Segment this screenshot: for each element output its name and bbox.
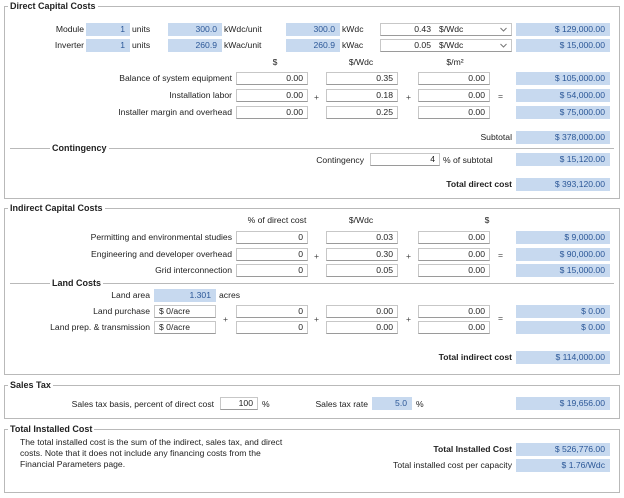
- plus-operator: +: [406, 92, 412, 102]
- bos-per-m2-field[interactable]: 0.00: [418, 72, 490, 85]
- subtotal-value: $ 378,000.00: [516, 131, 610, 144]
- contingency-label: Contingency: [316, 155, 364, 165]
- contingency-field[interactable]: 4: [370, 153, 440, 166]
- land-purchase-total: $ 0.00: [516, 305, 610, 318]
- permitting-label: Permitting and environmental studies: [90, 232, 232, 242]
- land-area-unit: acres: [219, 290, 241, 300]
- land-area-field[interactable]: 1.301: [154, 289, 216, 302]
- bos-dollars-field[interactable]: 0.00: [236, 72, 308, 85]
- land-purchase-dollars-field[interactable]: 0.00: [418, 305, 490, 318]
- module-rate-field[interactable]: 300.0: [168, 23, 222, 36]
- col-header-dollars-indirect: $: [484, 215, 490, 225]
- engineering-per-wdc-field[interactable]: 0.30: [326, 248, 398, 261]
- sales-tax-rate-unit: %: [416, 399, 424, 409]
- indirect-capital-costs-title: Indirect Capital Costs: [10, 203, 103, 213]
- land-purchase-per-acre-field[interactable]: $ 0/acre: [154, 305, 216, 318]
- engineering-label: Engineering and developer overhead: [91, 249, 232, 259]
- module-capacity-field[interactable]: 300.0: [286, 23, 340, 36]
- module-price-unit: $/Wdc: [439, 24, 464, 34]
- engineering-pct-field[interactable]: 0: [236, 248, 308, 261]
- grid-dollars-field[interactable]: 0.00: [418, 264, 490, 277]
- contingency-total: $ 15,120.00: [516, 153, 610, 166]
- contingency-group-title: Contingency: [52, 143, 107, 153]
- chevron-down-icon: [499, 25, 508, 34]
- sales-tax-title: Sales Tax: [10, 380, 51, 390]
- module-qty-unit: units: [132, 24, 151, 34]
- grid-pct-field[interactable]: 0: [236, 264, 308, 277]
- inverter-qty-unit: units: [132, 40, 151, 50]
- permitting-dollars-field[interactable]: 0.00: [418, 231, 490, 244]
- land-area-label: Land area: [111, 290, 150, 300]
- margin-per-m2-field[interactable]: 0.00: [418, 106, 490, 119]
- plus-operator: +: [314, 251, 320, 261]
- engineering-dollars-field[interactable]: 0.00: [418, 248, 490, 261]
- land-prep-per-acre-field[interactable]: $ 0/acre: [154, 321, 216, 334]
- bos-label: Balance of system equipment: [119, 73, 232, 83]
- sales-tax-basis-unit: %: [262, 399, 270, 409]
- plus-operator: +: [406, 314, 412, 324]
- cost-per-capacity-label: Total installed cost per capacity: [393, 460, 512, 470]
- inverter-total: $ 15,000.00: [516, 39, 610, 52]
- margin-label: Installer margin and overhead: [118, 107, 232, 117]
- module-rate-unit: kWdc/unit: [224, 24, 262, 34]
- total-installed-cost-value: $ 526,776.00: [516, 443, 610, 456]
- land-prep-label: Land prep. & transmission: [50, 322, 150, 332]
- total-direct-label: Total direct cost: [446, 179, 512, 189]
- permitting-total: $ 9,000.00: [516, 231, 610, 244]
- land-prep-dollars-field[interactable]: 0.00: [418, 321, 490, 334]
- cost-per-capacity-value: $ 1.76/Wdc: [516, 459, 610, 472]
- inverter-label: Inverter: [54, 40, 84, 50]
- total-installed-cost-label: Total Installed Cost: [433, 444, 512, 454]
- module-price-select[interactable]: [380, 23, 512, 36]
- land-prep-total: $ 0.00: [516, 321, 610, 334]
- total-installed-cost-title: Total Installed Cost: [10, 424, 93, 434]
- sales-tax-basis-label: Sales tax basis, percent of direct cost: [71, 399, 214, 409]
- land-purchase-pct-field[interactable]: 0: [236, 305, 308, 318]
- module-price-value: 0.43: [414, 24, 431, 34]
- chevron-down-icon: [499, 41, 508, 50]
- land-prep-pct-field[interactable]: 0: [236, 321, 308, 334]
- module-total: $ 129,000.00: [516, 23, 610, 36]
- inverter-price-unit: $/Wdc: [439, 40, 464, 50]
- inverter-price-value: 0.05: [414, 40, 431, 50]
- col-header-per-wdc: $/Wdc: [348, 57, 374, 67]
- col-header-per-m2: $/m²: [446, 57, 464, 67]
- contingency-unit: % of subtotal: [443, 155, 493, 165]
- grid-total: $ 15,000.00: [516, 264, 610, 277]
- module-capacity-unit: kWdc: [342, 24, 364, 34]
- grid-per-wdc-field[interactable]: 0.05: [326, 264, 398, 277]
- inverter-price-select[interactable]: [380, 39, 512, 52]
- plus-operator: +: [223, 314, 229, 324]
- sales-tax-total: $ 19,656.00: [516, 397, 610, 410]
- plus-operator: +: [406, 251, 412, 261]
- total-indirect-value: $ 114,000.00: [516, 351, 610, 364]
- total-indirect-label: Total indirect cost: [438, 352, 512, 362]
- labor-dollars-field[interactable]: 0.00: [236, 89, 308, 102]
- col-header-per-wdc-indirect: $/Wdc: [348, 215, 374, 225]
- installed-cost-note-line-2: costs. Note that it does not include any financing costs from the: [20, 448, 261, 458]
- labor-per-wdc-field[interactable]: 0.18: [326, 89, 398, 102]
- equals-operator: =: [498, 250, 504, 260]
- total-direct-value: $ 393,120.00: [516, 178, 610, 191]
- sales-tax-rate-label: Sales tax rate: [315, 399, 368, 409]
- land-purchase-label: Land purchase: [93, 306, 150, 316]
- subtotal-label: Subtotal: [480, 132, 512, 142]
- margin-total: $ 75,000.00: [516, 106, 610, 119]
- land-prep-per-wdc-field[interactable]: 0.00: [326, 321, 398, 334]
- labor-per-m2-field[interactable]: 0.00: [418, 89, 490, 102]
- installed-cost-note-line-1: The total installed cost is the sum of the indirect, sales tax, and direct: [20, 437, 283, 447]
- bos-per-wdc-field[interactable]: 0.35: [326, 72, 398, 85]
- inverter-capacity-field[interactable]: 260.9: [286, 39, 340, 52]
- plus-operator: +: [314, 314, 320, 324]
- grid-label: Grid interconnection: [155, 265, 232, 275]
- permitting-per-wdc-field[interactable]: 0.03: [326, 231, 398, 244]
- margin-dollars-field[interactable]: 0.00: [236, 106, 308, 119]
- sales-tax-basis-field[interactable]: 100: [220, 397, 258, 410]
- labor-total: $ 54,000.00: [516, 89, 610, 102]
- installed-cost-note-line-3: Financial Parameters page.: [20, 459, 126, 469]
- permitting-pct-field[interactable]: 0: [236, 231, 308, 244]
- engineering-total: $ 90,000.00: [516, 248, 610, 261]
- module-qty-field[interactable]: 1: [86, 23, 130, 36]
- equals-operator: =: [498, 91, 504, 101]
- sales-tax-rate-field[interactable]: 5.0: [372, 397, 412, 410]
- labor-label: Installation labor: [169, 90, 232, 100]
- land-costs-title: Land Costs: [52, 278, 102, 288]
- inverter-rate-unit: kWac/unit: [224, 40, 262, 50]
- direct-capital-costs-title: Direct Capital Costs: [10, 1, 96, 11]
- equals-operator: =: [498, 313, 504, 323]
- module-label: Module: [55, 24, 84, 34]
- bos-total: $ 105,000.00: [516, 72, 610, 85]
- land-purchase-per-wdc-field[interactable]: 0.00: [326, 305, 398, 318]
- plus-operator: +: [314, 92, 320, 102]
- inverter-qty-field[interactable]: 1: [86, 39, 130, 52]
- col-header-dollars: $: [272, 57, 278, 67]
- inverter-rate-field[interactable]: 260.9: [168, 39, 222, 52]
- inverter-capacity-unit: kWac: [342, 40, 364, 50]
- col-header-pct-direct: % of direct cost: [247, 215, 307, 225]
- margin-per-wdc-field[interactable]: 0.25: [326, 106, 398, 119]
